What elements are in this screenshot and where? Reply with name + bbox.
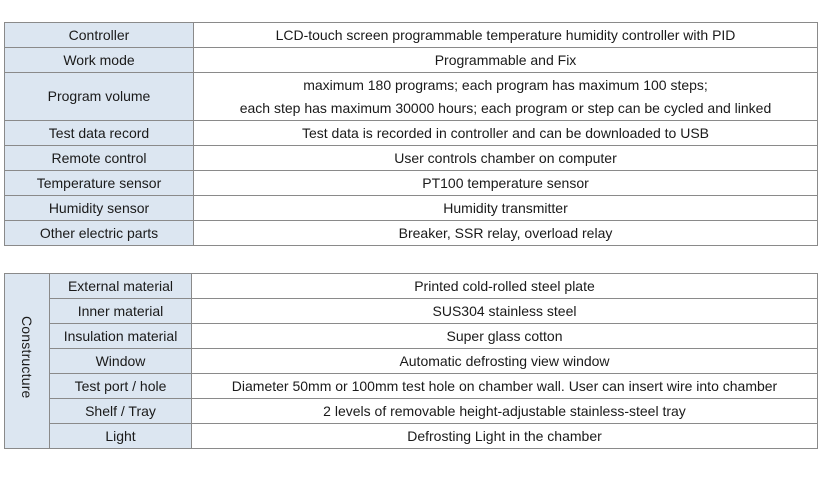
row-value: Test data is recorded in controller and can be downloaded to USB xyxy=(194,121,818,146)
row-value: Super glass cotton xyxy=(192,324,818,349)
table-row xyxy=(5,146,818,171)
row-label: External material xyxy=(50,274,192,299)
row-value: Diameter 50mm or 100mm test hole on chamber wall. User can insert wire into chamber xyxy=(192,374,818,399)
table-row xyxy=(5,349,818,374)
row-label: Work mode xyxy=(5,48,194,73)
row-value xyxy=(194,73,818,121)
row-value: LCD-touch screen programmable temperature humidity controller with PID xyxy=(194,23,818,48)
table-row xyxy=(5,299,818,324)
table-row xyxy=(5,23,818,48)
row-value: Automatic defrosting view window xyxy=(192,349,818,374)
row-label: Light xyxy=(50,424,192,449)
table-row xyxy=(5,196,818,221)
row-label: Temperature sensor xyxy=(5,171,194,196)
row-label: Other electric parts xyxy=(5,221,194,246)
row-label: Humidity sensor xyxy=(5,196,194,221)
table-row xyxy=(5,424,818,449)
row-value: SUS304 stainless steel xyxy=(192,299,818,324)
row-label: Shelf / Tray xyxy=(50,399,192,424)
table-row xyxy=(5,374,818,399)
row-value: Humidity transmitter xyxy=(194,196,818,221)
row-value-line: maximum 180 programs; each program has maximum 100 steps; xyxy=(303,76,708,93)
row-label: Remote control xyxy=(5,146,194,171)
row-value: 2 levels of removable height-adjustable stainless-steel tray xyxy=(192,399,818,424)
row-value: Breaker, SSR relay, overload relay xyxy=(194,221,818,246)
row-value: PT100 temperature sensor xyxy=(194,171,818,196)
group-label: Constructure xyxy=(19,316,35,399)
spec-table xyxy=(4,22,818,246)
row-value: Printed cold-rolled steel plate xyxy=(192,274,818,299)
table-row xyxy=(5,221,818,246)
row-label: Program volume xyxy=(5,73,194,121)
table-row xyxy=(5,48,818,73)
row-label: Test port / hole xyxy=(50,374,192,399)
row-value: Defrosting Light in the chamber xyxy=(192,424,818,449)
table-row xyxy=(5,73,818,121)
row-label: Test data record xyxy=(5,121,194,146)
row-value-line: each step has maximum 30000 hours; each program or step can be cycled and linked xyxy=(239,99,772,116)
table-row xyxy=(5,274,818,299)
row-value: User controls chamber on computer xyxy=(194,146,818,171)
row-label: Controller xyxy=(5,23,194,48)
row-label: Inner material xyxy=(50,299,192,324)
table-row xyxy=(5,324,818,349)
table-row xyxy=(5,121,818,146)
table-row xyxy=(5,171,818,196)
row-label: Insulation material xyxy=(50,324,192,349)
construction-table xyxy=(4,273,818,449)
group-label-cell xyxy=(5,274,50,449)
row-label: Window xyxy=(50,349,192,374)
table-row xyxy=(5,399,818,424)
row-value: Programmable and Fix xyxy=(194,48,818,73)
